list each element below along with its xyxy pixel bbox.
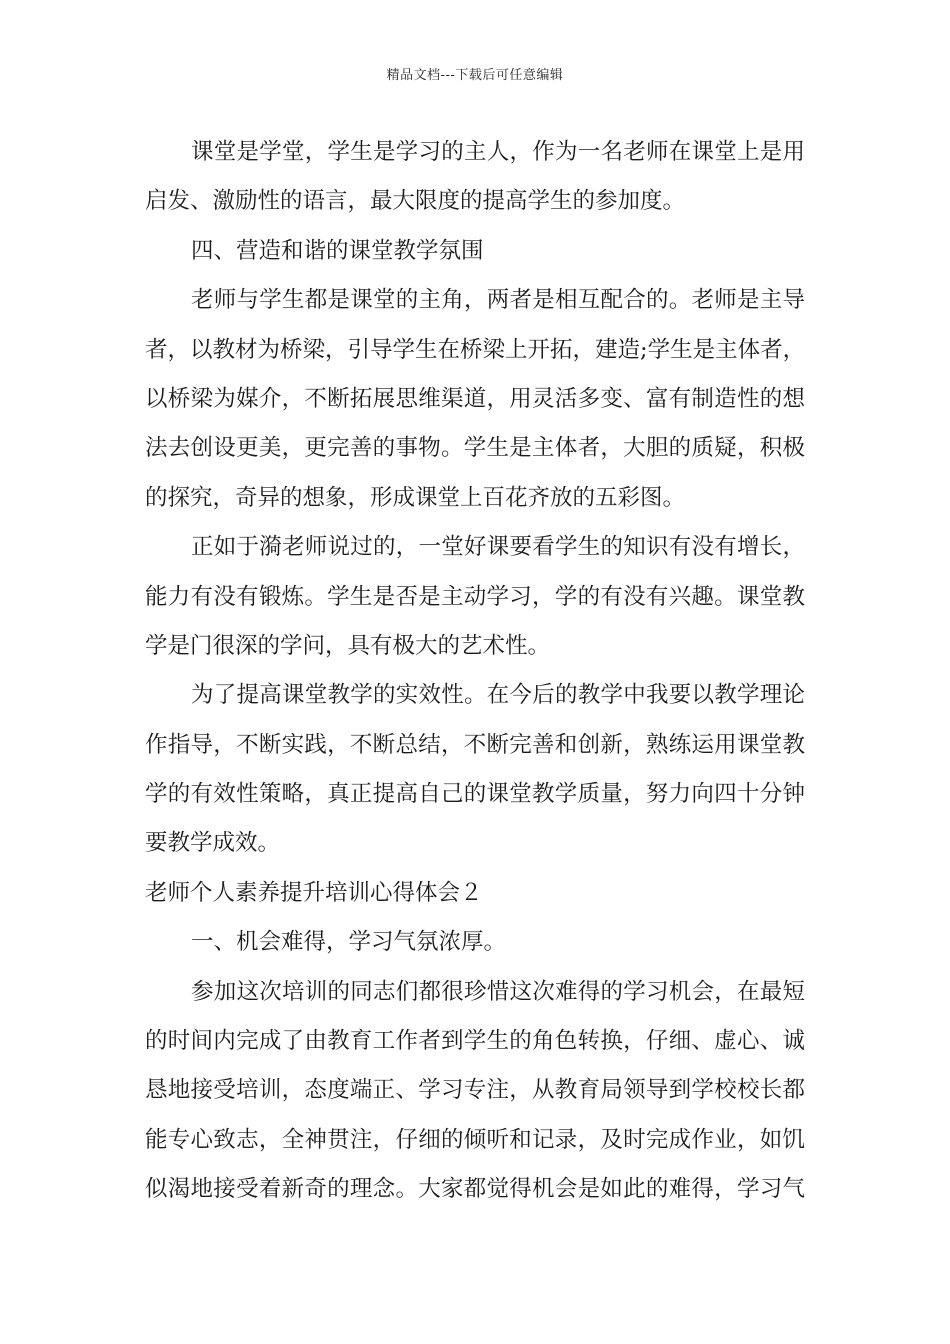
paragraph-line: 启发、激励性的语言，最大限度的提高学生的参加度。 xyxy=(145,188,686,215)
paragraph-line: 参加这次培训的同志们都很珍惜这次难得的学习机会，在最短 xyxy=(191,978,805,1005)
paragraph-line: 老师与学生都是课堂的主角，两者是相互配合的。老师是主导 xyxy=(191,287,805,314)
paragraph-line: 课堂是学堂，学生是学习的主人，作为一名老师在课堂上是用 xyxy=(191,139,805,165)
paragraph-line: 恳地接受培训，态度端正、学习专注，从教育局领导到学校校长都 xyxy=(145,1077,805,1104)
paragraph-line: 学的有效性策略，真正提高自己的课堂教学质量，努力向四十分钟 xyxy=(145,781,805,808)
document-body xyxy=(145,128,805,1215)
paragraph-line: 正如于漪老师说过的，一堂好课要看学生的知识有没有增长， xyxy=(191,534,805,561)
page-header: 精品文档---下载后可任意编辑 xyxy=(386,68,564,83)
section-heading: 四、营造和谐的课堂教学氛围 xyxy=(191,237,484,264)
paragraph-line: 学是门很深的学问，具有极大的艺术性。 xyxy=(145,632,551,659)
paragraph-line: 似渴地接受着新奇的理念。大家都觉得机会是如此的难得，学习气 xyxy=(145,1176,805,1203)
paragraph-line: 者，以教材为桥梁，引导学生在桥梁上开拓，建造;学生是主体者， xyxy=(145,336,806,363)
paragraph-line: 以桥梁为媒介，不断拓展思维渠道，用灵活多变、富有制造性的想 xyxy=(145,385,805,412)
paragraph-line: 能专心致志，全神贯注，仔细的倾听和记录，及时完成作业，如饥 xyxy=(145,1126,805,1153)
paragraph-line: 为了提高课堂教学的实效性。在今后的教学中我要以教学理论 xyxy=(191,682,805,709)
paragraph-line: 法去创设更美，更完善的事物。学生是主体者，大胆的质疑，积极 xyxy=(145,435,805,462)
paragraph-line: 能力有没有锻炼。学生是否是主动学习，学的有没有兴趣。课堂教 xyxy=(145,583,805,610)
paragraph-line: 的时间内完成了由教育工作者到学生的角色转换，仔细、虚心、诚 xyxy=(145,1028,805,1055)
paragraph-line: 作指导，不断实践，不断总结，不断完善和创新，熟练运用课堂教 xyxy=(145,731,805,758)
section-heading: 一、机会难得，学习气氛浓厚。 xyxy=(191,929,507,956)
paragraph-line: 的探究，奇异的想象，形成课堂上百花齐放的五彩图。 xyxy=(145,484,686,511)
paragraph-line: 要教学成效。 xyxy=(145,830,281,857)
article-title: 老师个人素养提升培训心得体会２ xyxy=(145,879,483,906)
